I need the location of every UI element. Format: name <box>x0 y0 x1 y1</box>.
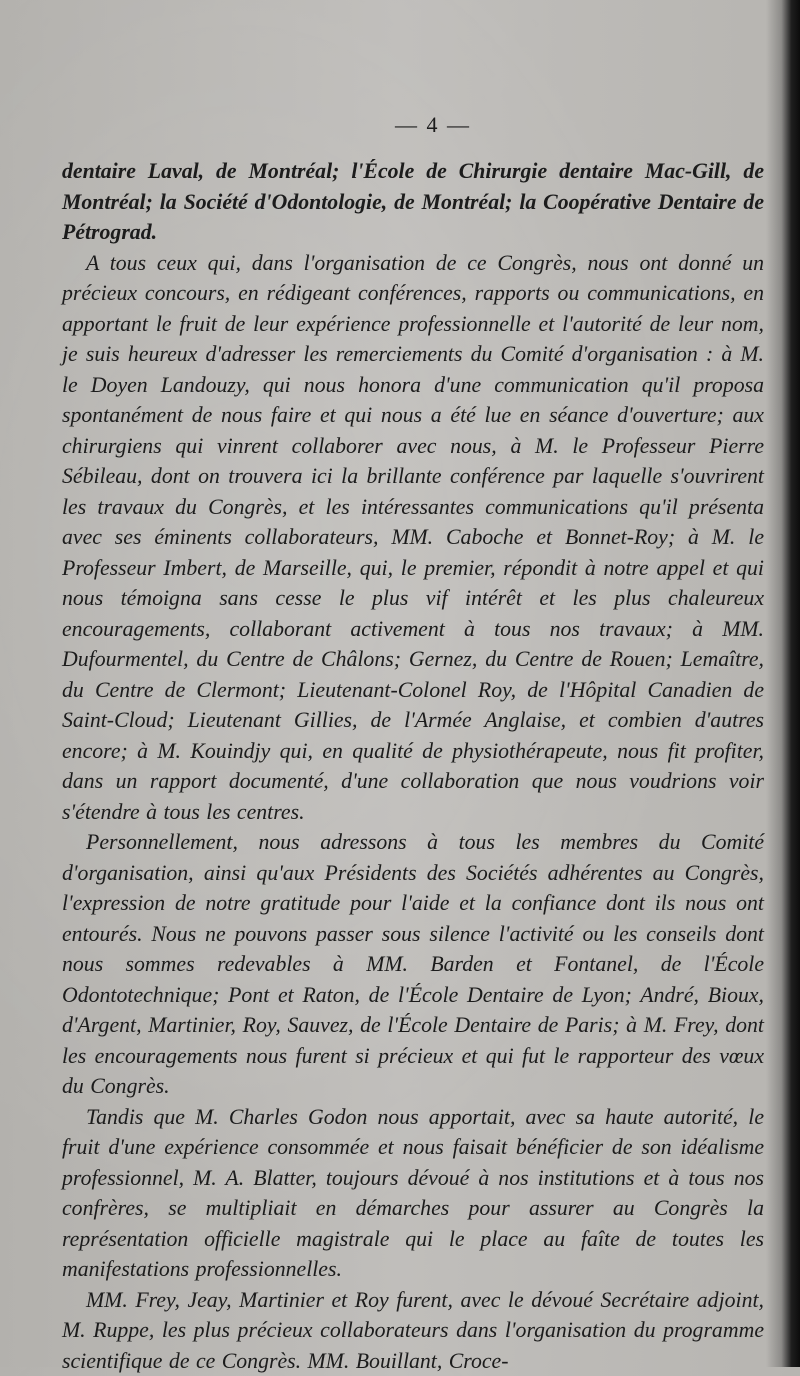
paragraph-5: MM. Frey, Jeay, Martinier et Roy furent, avec le dévoué Secrétaire adjoint, M. Ruppe, les plus précieux collaborateurs dans l'organisation du programme scientifique de ce Congrès. MM. Bouillant, Croce- <box>62 1285 764 1376</box>
paragraph-1: dentaire Laval, de Montréal; l'École de Chirurgie dentaire Mac-Gill, de Montréal; la Société d'Odontologie, de Montréal; la Coopérative Dentaire de Pétrograd. <box>62 156 764 248</box>
paragraph-3: Personnellement, nous adressons à tous les membres du Comité d'organisation, ainsi qu'aux Présidents des Sociétés adhérentes au Congrès, l'expression de notre gratitude pour l'aide et la confiance dont ils nous ont entourés. Nous ne pouvons passer sous silence l'activité ou les conseils dont nous sommes redevables à MM. Barden et Fontanel, de l'École Odontotechnique; Pont et Raton, de l'École Dentaire de Lyon; André, Bioux, d'Argent, Martinier, Roy, Sauvez, de l'École Dentaire de Paris; à M. Frey, dont les encouragements nous furent si précieux et qui fut le rapporteur des vœux du Congrès. <box>62 827 764 1102</box>
page-number: — 4 — <box>102 112 764 138</box>
book-spine-shadow <box>766 0 800 1367</box>
document-page <box>62 112 764 1376</box>
paragraph-4: Tandis que M. Charles Godon nous apportait, avec sa haute autorité, le fruit d'une expérience consommée et nous faisait bénéficier de son idéalisme professionnel, M. A. Blatter, toujours dévoué à nos institutions et à tous nos confrères, se multipliait en démarches pour assurer au Congrès la représentation officielle magistrale qui le place au faîte de toutes les manifestations professionnelles. <box>62 1102 764 1285</box>
paragraph-2: A tous ceux qui, dans l'organisation de ce Congrès, nous ont donné un précieux concours, en rédigeant conférences, rapports ou communications, en apportant le fruit de leur expérience professionnelle et l'autorité de leur nom, je suis heureux d'adresser les remerciements du Comité d'organisation : à M. le Doyen Landouzy, qui nous honora d'une communication qu'il proposa spontanément de nous faire et qui nous a été lue en séance d'ouverture; aux chirurgiens qui vinrent collaborer avec nous, à M. le Professeur Pierre Sébileau, dont on trouvera ici la brillante conférence par laquelle s'ouvrirent les travaux du Congrès, et les intéressantes communications qu'il présenta avec ses éminents collaborateurs, MM. Caboche et Bonnet-Roy; à M. le Professeur Imbert, de Marseille, qui, le premier, répondit à notre appel et qui nous témoigna sans cesse le plus vif intérêt et les plus chaleureux encouragements, collaborant activement à tous nos travaux; à MM. Dufourmentel, du Centre de Châlons; Gernez, du Centre de Rouen; Lemaître, du Centre de Clermont; Lieutenant-Colonel Roy, de l'Hôpital Canadien de Saint-Cloud; Lieutenant Gillies, de l'Armée Anglaise, et combien d'autres encore; à M. Kouindjy qui, en qualité de physiothérapeute, nous fit profiter, dans un rapport documenté, d'une collaboration que nous voudrions voir s'étendre à tous les centres. <box>62 248 764 828</box>
